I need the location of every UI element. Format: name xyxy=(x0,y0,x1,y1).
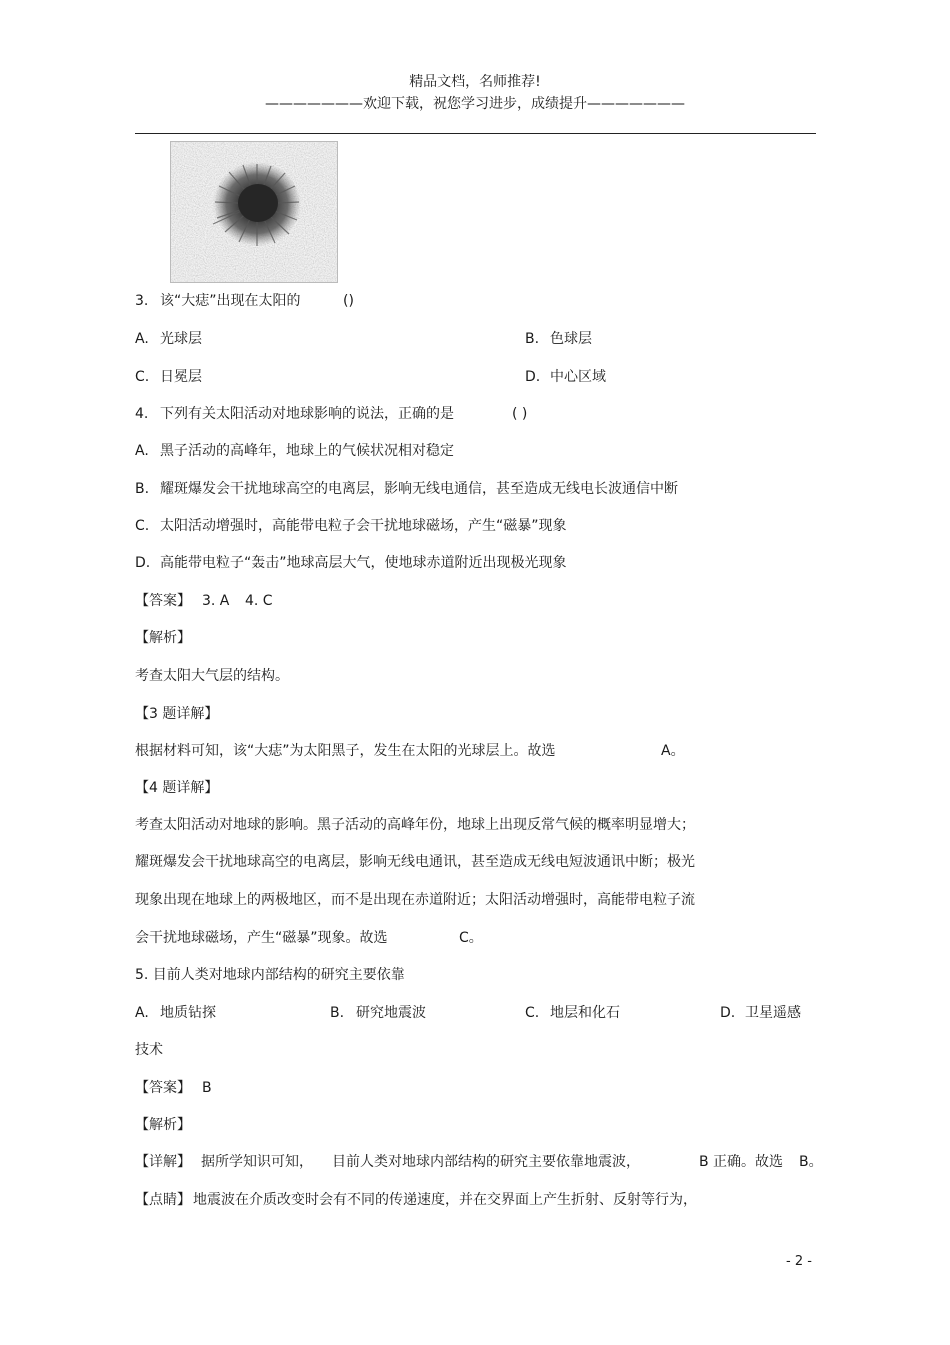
analysis-tag: 【解析】 xyxy=(135,630,191,646)
detail-5-tag: 【详解】 xyxy=(135,1154,191,1170)
detail-5-choice: B。 xyxy=(799,1154,823,1170)
detail-4-line-1: 考查太阳活动对地球的影响。黑子活动的高峰年份，地球上出现反常气候的概率明显增大； xyxy=(135,817,695,833)
question-5-stem: 5. 目前人类对地球内部结构的研究主要依靠 xyxy=(135,967,405,983)
detail-3-choice: A。 xyxy=(661,743,685,759)
option-3a-label: A. xyxy=(135,331,149,347)
answer-3: 3. A xyxy=(202,593,230,609)
question-4-paren: ( ) xyxy=(512,406,528,422)
option-5a-text: 地质钻探 xyxy=(160,1005,216,1021)
point-5-text: 地震波在介质改变时会有不同的传递速度，并在交界面上产生折射、反射等行为， xyxy=(193,1192,697,1208)
option-4c-label: C. xyxy=(135,518,150,534)
header-divider xyxy=(135,133,816,134)
answer-tag: 【答案】 xyxy=(135,593,191,609)
answer-4: 4. C xyxy=(245,593,273,609)
header-title: 精品文档，名师推荐! xyxy=(409,74,541,90)
option-4b-text: 耀斑爆发会干扰地球高空的电离层，影响无线电通信，甚至造成无线电长波通信中断 xyxy=(160,481,678,497)
option-5d-label: D. xyxy=(720,1005,736,1021)
option-5a-label: A. xyxy=(135,1005,149,1021)
detail-4-choice: C。 xyxy=(459,930,483,946)
option-5c-label: C. xyxy=(525,1005,540,1021)
option-3b-text: 色球层 xyxy=(550,331,592,347)
option-4a-label: A. xyxy=(135,443,149,459)
detail-4-tag: 【4 题详解】 xyxy=(135,780,219,796)
option-3c-label: C. xyxy=(135,369,150,385)
answer-5: B xyxy=(202,1080,212,1096)
detail-4-line-4: 会干扰地球磁场，产生“磁暴”现象。故选 xyxy=(135,930,388,946)
analysis-text: 考查太阳大气层的结构。 xyxy=(135,668,289,684)
detail-4-line-2: 耀斑爆发会干扰地球高空的电离层，影响无线电通讯，甚至造成无线电短波通讯中断；极光 xyxy=(135,854,695,870)
option-4a-text: 黑子活动的高峰年，地球上的气候状况相对稳定 xyxy=(160,443,454,459)
header-subtitle: ———————欢迎下载，祝您学习进步，成绩提升——————— xyxy=(265,96,685,112)
option-5d-continued: 技术 xyxy=(135,1042,163,1058)
option-5d-text: 卫星遥感 xyxy=(745,1005,801,1021)
option-3c-text: 日冕层 xyxy=(160,369,202,385)
option-3d-label: D. xyxy=(525,369,541,385)
question-3-stem: 该“大痣”出现在太阳的 xyxy=(160,293,301,309)
option-3d-text: 中心区域 xyxy=(550,369,606,385)
option-4d-text: 高能带电粒子“轰击”地球高层大气，使地球赤道附近出现极光现象 xyxy=(160,555,567,571)
question-4-stem: 下列有关太阳活动对地球影响的说法，正确的是 xyxy=(160,406,454,422)
option-5b-label: B. xyxy=(330,1005,345,1021)
option-5c-text: 地层和化石 xyxy=(550,1005,620,1021)
option-3a-text: 光球层 xyxy=(160,331,202,347)
question-4-number: 4. xyxy=(135,406,149,422)
page-number: - 2 - xyxy=(786,1254,812,1269)
option-3b-label: B. xyxy=(525,331,540,347)
detail-4-line-3: 现象出现在地球上的两极地区，而不是出现在赤道附近；太阳活动增强时，高能带电粒子流 xyxy=(135,892,695,908)
option-5b-text: 研究地震波 xyxy=(356,1005,426,1021)
point-5-tag: 【点睛】 xyxy=(135,1192,191,1208)
answer-5-tag: 【答案】 xyxy=(135,1080,191,1096)
option-4d-label: D. xyxy=(135,555,151,571)
question-3-number: 3. xyxy=(135,293,149,309)
question-3-paren: () xyxy=(343,293,354,309)
detail-5-text-2: 目前人类对地球内部结构的研究主要依靠地震波， xyxy=(332,1154,640,1170)
option-4b-label: B. xyxy=(135,481,150,497)
detail-3-text: 根据材料可知，该“大痣”为太阳黑子，发生在太阳的光球层上。故选 xyxy=(135,743,556,759)
detail-5-text: 据所学知识可知， xyxy=(201,1154,313,1170)
option-4c-text: 太阳活动增强时，高能带电粒子会干扰地球磁场，产生“磁暴”现象 xyxy=(160,518,567,534)
sunspot-image xyxy=(170,141,338,283)
detail-3-tag: 【3 题详解】 xyxy=(135,706,219,722)
analysis-5-tag: 【解析】 xyxy=(135,1117,191,1133)
detail-5-end: B 正确。故选 xyxy=(699,1154,784,1170)
